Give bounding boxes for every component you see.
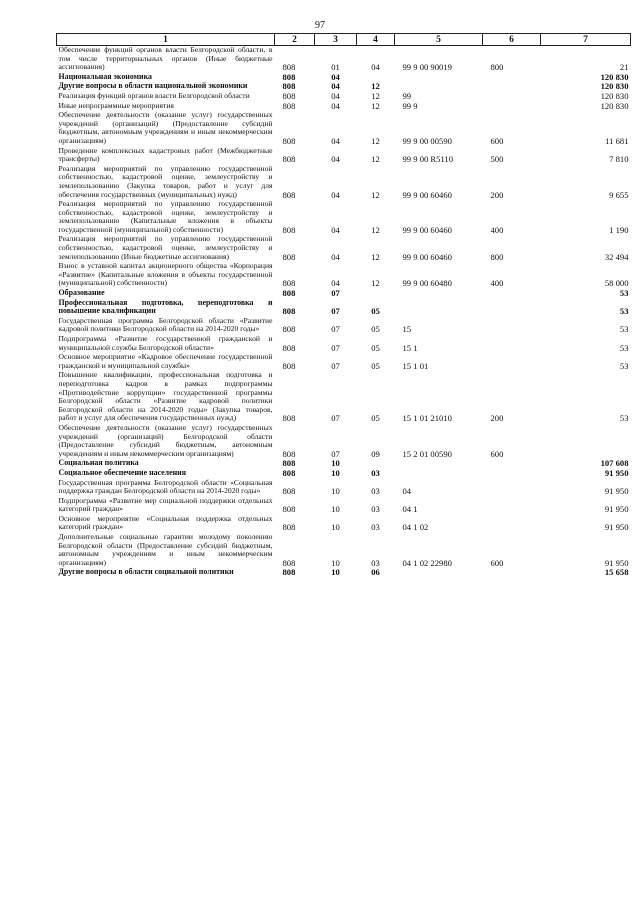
row-amount [541,424,631,459]
code-subsection: 05 [371,324,380,335]
code-gl: 808 [282,154,296,165]
row-amount: 107 608 [600,458,629,469]
code-section: 04 [331,224,340,235]
code-gl: 808 [282,458,296,469]
code-gl: 808 [282,189,296,200]
code-subsection [357,289,395,299]
code-section: 01 [331,62,340,73]
row-name: Повышение квалификации, профессиональная подготовка и переподготовка кадров в рамках подпрограммы «Противодействие коррупции» государственной программы Белгородской области «Развитие кадровой политики Белгородской области на 2014-2020 годы» (Закупка товаров, работ и услуг для обеспечения государственных нужд) [58,370,273,423]
code-gl: 808 [282,288,296,299]
code-section: 07 [331,288,340,299]
header-cell: 5 [395,34,483,46]
code-type: 600 [490,135,504,146]
row-name: Дополнительные социальные гарантии молодому поколению Белгородской области (Предоставление субсидий бюджетным, автономным учреждениям и иным некоммерческим организациям) [58,532,273,567]
code-target: 04 1 [402,504,418,515]
code-type [483,82,541,92]
row-amount: 120 830 [600,100,629,111]
row-amount: 32 494 [604,251,629,262]
code-subsection: 12 [371,278,380,289]
code-type [483,497,541,515]
code-subsection: 05 [371,413,380,424]
table-row [57,200,631,235]
code-target: 04 1 02 22980 [402,557,452,568]
code-gl: 808 [282,360,296,371]
row-name: Социальное обеспечение населения [58,467,186,477]
code-subsection: 12 [371,224,380,235]
table-row [57,479,631,497]
code-subsection: 12 [371,90,380,101]
table-row [57,515,631,533]
code-gl: 808 [282,467,296,478]
code-target: 04 [402,486,412,497]
row-name: Подпрограмма «Развитие государственной гражданской и муниципальной службы Белгородской области» [58,334,273,352]
code-target: 15 1 [402,342,418,353]
row-amount: 53 [619,342,629,353]
code-subsection: 09 [371,448,380,459]
row-name: Реализация мероприятий по управлению государственной собственностью, кадастровой оценке, землеустройству и землепользованию (Закупка товаров, работ и услуг для обеспечения государственных (муниципальных) нужд) [58,163,273,199]
table-row [57,111,631,146]
code-type: 200 [490,413,504,424]
code-section: 10 [331,467,340,478]
code-type: 500 [490,154,504,165]
table-row [57,262,631,289]
budget-table [56,33,631,578]
code-subsection: 12 [371,135,380,146]
row-amount: 53 [619,306,629,317]
code-type: 400 [490,224,504,235]
code-type: 600 [490,448,504,459]
table-row [57,235,631,262]
code-gl: 808 [282,342,296,353]
code-gl: 808 [282,71,296,82]
table-row [57,371,631,424]
code-gl: 808 [282,504,296,515]
code-gl: 808 [282,81,296,92]
row-name: Взнос в уставной капитал акционерного общества «Корпорация «Развитие» (Капитальные вложения в объекты государственной (муниципальной) собственности) [58,261,273,288]
code-subsection: 03 [371,557,380,568]
code-gl: 808 [282,486,296,497]
code-type [483,353,541,371]
table-row [57,165,631,200]
code-subsection: 05 [371,306,380,317]
code-target: 99 9 00 00590 [402,135,452,146]
code-target [395,459,483,469]
code-type [483,299,541,317]
header-cell: 4 [357,34,395,46]
row-name: Национальная экономика [58,71,152,81]
row-name: Обеспечение деятельности (оказание услуг) государственных учреждений (организаций) Белгородской области (Предоставление субсидий бюджетным, автономным учреждениям и иным некоммерческим организациям) [58,422,273,458]
table-row [57,533,631,568]
code-type: 600 [490,557,504,568]
code-target: 15 2 01 00590 [402,448,452,459]
code-section: 04 [331,278,340,289]
code-type: 400 [490,278,504,289]
table-row [57,317,631,335]
row-amount: 53 [619,288,629,299]
row-name: Государственная программа Белгородской области «Развитие кадровой политики Белгородской области на 2014-2020 годы» [58,315,273,334]
row-name: Профессиональная подготовка, переподготовка и повышение квалификации [58,297,273,316]
code-target: 15 [402,324,412,335]
row-amount: 91 950 [604,467,629,478]
row-amount: 120 830 [600,90,629,101]
code-target [395,469,483,479]
row-name: Социальная политика [58,458,139,468]
row-amount: 58 000 [604,278,629,289]
code-target: 99 9 00 R5110 [402,154,454,165]
code-section: 04 [331,135,340,146]
code-gl: 808 [282,90,296,101]
code-target: 99 9 00 60480 [402,278,452,289]
table-body [57,46,631,579]
code-type [483,92,541,102]
code-target: 04 1 02 [402,522,429,533]
code-target [395,568,483,578]
code-section: 07 [331,306,340,317]
row-amount: 91 950 [604,557,629,568]
code-type [483,469,541,479]
row-amount: 1 190 [609,224,629,235]
code-type: 200 [490,189,504,200]
code-gl: 808 [282,324,296,335]
code-gl: 808 [282,567,296,578]
row-amount: 53 [619,413,629,424]
code-section: 04 [331,81,340,92]
code-gl: 808 [282,251,296,262]
code-section: 07 [331,360,340,371]
row-amount: 53 [619,360,629,371]
row-amount: 11 681 [605,135,629,146]
code-section: 10 [331,557,340,568]
code-subsection: 12 [371,251,380,262]
code-subsection: 05 [371,342,380,353]
row-amount: 91 950 [604,522,629,533]
code-gl: 808 [282,100,296,111]
row-name: Реализация мероприятий по управлению государственной собственностью, кадастровой оценке, землеустройству и землепользованию (Капитальные вложения в объекты государственной (муниципальной) собственности) [58,199,273,234]
code-section: 04 [331,90,340,101]
code-target: 15 1 01 21010 [402,413,452,424]
page-number: 97 [315,20,325,31]
code-type [483,479,541,497]
code-subsection: 03 [371,504,380,515]
code-section: 10 [331,486,340,497]
code-type [483,317,541,335]
row-amount: 53 [619,324,629,335]
code-gl: 808 [282,278,296,289]
code-subsection: 05 [371,360,380,371]
code-section: 07 [331,448,340,459]
row-amount: 120 830 [600,81,629,92]
header-cell: 2 [275,34,315,46]
code-section: 04 [331,251,340,262]
header-cell: 3 [315,34,357,46]
header-cell: 6 [483,34,541,46]
header-cell: 1 [57,34,275,46]
code-target: 15 1 01 [402,360,429,371]
row-name: Государственная программа Белгородской области «Социальная поддержка граждан Белгородской области на 2014-2020 годы» [58,477,273,496]
code-target [395,73,483,83]
row-name: Реализация функций органов власти Белгородской области [58,90,250,100]
table-row [57,424,631,459]
code-section: 10 [331,504,340,515]
code-type [483,515,541,533]
code-target: 99 9 00 60460 [402,224,452,235]
code-gl: 808 [282,224,296,235]
row-amount: 7 810 [609,154,629,165]
row-amount: 21 [619,62,629,73]
code-section: 10 [331,567,340,578]
row-name: Основное мероприятие «Социальная поддержка отдельных категорий граждан» [58,513,273,532]
header-cell: 7 [541,34,631,46]
row-name: Проведение комплексных кадастровых работ (Межбюджетные трансферты) [58,145,273,164]
code-type [483,335,541,353]
code-type: 800 [490,251,504,262]
code-section: 07 [331,342,340,353]
code-gl: 808 [282,306,296,317]
code-section: 10 [331,458,340,469]
code-gl: 808 [282,62,296,73]
code-section: 04 [331,154,340,165]
table-row [57,568,631,578]
code-type [483,73,541,83]
row-amount: 120 830 [600,71,629,82]
code-target: 99 9 00 60460 [402,189,452,200]
code-subsection: 12 [371,100,380,111]
code-target: 99 [402,90,412,101]
code-subsection: 06 [371,567,380,578]
row-name: Другие вопросы в области социальной политики [58,567,234,577]
table-row [57,353,631,371]
row-name: Образование [58,288,105,298]
row-name: Реализация мероприятий по управлению государственной собственностью, кадастровой оценке, землеустройству и землепользованию (Иные бюджетные ассигнования) [58,234,273,261]
code-gl: 808 [282,448,296,459]
code-gl: 808 [282,522,296,533]
row-name: Подпрограмма «Развитие мер социальной поддержки отдельных категорий граждан» [58,495,273,514]
code-subsection: 03 [371,522,380,533]
code-type [483,459,541,469]
code-type [483,568,541,578]
code-type: 800 [490,62,504,73]
table-row [57,497,631,515]
row-amount: 91 950 [604,486,629,497]
row-amount: 9 655 [609,189,629,200]
code-section: 07 [331,413,340,424]
code-gl: 808 [282,413,296,424]
header-row [57,34,631,46]
code-section: 04 [331,100,340,111]
code-section: 10 [331,522,340,533]
table-row [57,147,631,165]
code-subsection: 04 [371,62,380,73]
code-section: 07 [331,324,340,335]
code-type [483,102,541,112]
row-name: Иные непрограммные мероприятия [58,100,174,110]
table-row [57,299,631,317]
code-subsection: 12 [371,81,380,92]
row-name: Обеспечение функций органов власти Белгородской области, в том числе территориальных органов (Иные бюджетные ассигнования) [58,45,273,72]
table-row [57,335,631,353]
row-name: Обеспечение деятельности (оказание услуг) государственных учреждений (организаций) (Предоставление субсидий бюджетным, автономным учреждениям и иным некоммерческим организациям) [58,110,273,145]
code-subsection: 03 [371,486,380,497]
table-row [57,46,631,73]
code-gl: 808 [282,557,296,568]
code-section: 04 [331,71,340,82]
row-name: Основное мероприятие «Кадровое обеспечение государственной гражданской и муниципальной службы» [58,352,273,370]
code-subsection: 12 [371,154,380,165]
code-target [395,289,483,299]
code-target: 99 9 [402,100,418,111]
code-type [483,289,541,299]
row-name: Другие вопросы в области национальной экономики [58,81,248,91]
code-section: 04 [331,189,340,200]
row-amount: 15 658 [604,567,629,578]
code-subsection: 12 [371,189,380,200]
row-amount: 91 950 [604,504,629,515]
code-subsection: 03 [371,467,380,478]
code-target: 99 9 00 90019 [402,62,452,73]
code-gl: 808 [282,135,296,146]
code-target [395,299,483,317]
code-target: 99 9 00 60460 [402,251,452,262]
